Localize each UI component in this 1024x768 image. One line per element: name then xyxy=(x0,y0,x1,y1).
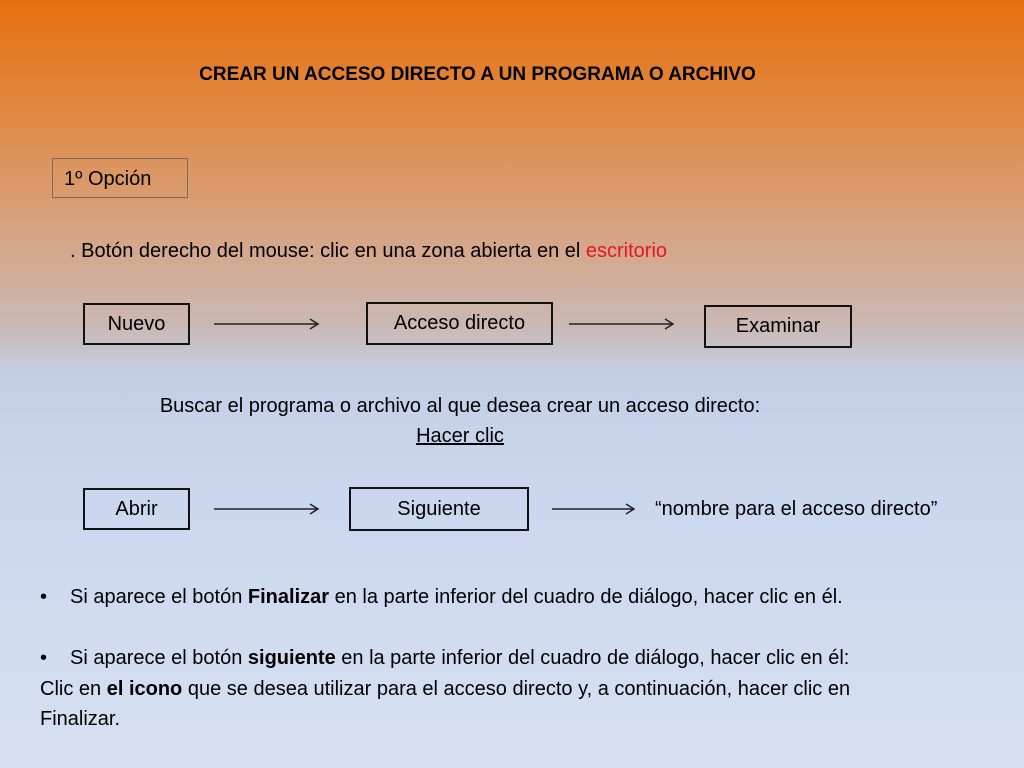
bullet-text: en la parte inferior del cuadro de diálogo, hacer clic en él. xyxy=(329,586,843,608)
bullet-marker: • xyxy=(40,647,48,669)
arrow-right-icon xyxy=(214,318,320,330)
option-label: 1º Opción xyxy=(52,158,188,198)
bullet-text: en la parte inferior del cuadro de diálogo, hacer clic en él: xyxy=(335,647,850,669)
search-instruction: Buscar el programa o archivo al que desea crear un acceso directo: xyxy=(159,395,761,417)
arrow-right-icon xyxy=(552,503,636,515)
abrir-box: Abrir xyxy=(83,488,190,530)
continuation-last-line: Finalizar. xyxy=(40,708,121,730)
step-intro-text: . Botón derecho del mouse: clic en una zona abierta en el xyxy=(70,240,586,262)
siguiente-box: Siguiente xyxy=(349,487,529,531)
continuation-line xyxy=(40,678,850,701)
acceso-directo-box: Acceso directo xyxy=(366,302,553,345)
bullet-siguiente xyxy=(40,647,849,670)
bullet-bold: siguiente xyxy=(247,647,336,669)
step-intro xyxy=(70,240,667,263)
bullet-bold: Finalizar xyxy=(247,586,330,608)
arrow-right-icon xyxy=(569,318,675,330)
shortcut-name-text: “nombre para el acceso directo” xyxy=(655,498,938,520)
arrow-right-icon xyxy=(214,503,320,515)
examinar-box: Examinar xyxy=(704,305,852,348)
continuation-text: Clic en xyxy=(40,678,107,700)
continuation-bold: el icono xyxy=(106,678,183,700)
step-intro-highlight: escritorio xyxy=(585,240,668,262)
bullet-marker: • xyxy=(40,586,48,608)
bullet-text: Si aparece el botón xyxy=(70,647,248,669)
nuevo-box: Nuevo xyxy=(83,303,190,345)
click-text: Hacer clic xyxy=(416,425,504,447)
bullet-text: Si aparece el botón xyxy=(70,586,248,608)
bullet-finalizar xyxy=(40,586,843,609)
page-title: CREAR UN ACCESO DIRECTO A UN PROGRAMA O ARCHIVO xyxy=(199,64,756,85)
continuation-text: que se desea utilizar para el acceso directo y, a continuación, hacer clic en xyxy=(182,678,851,700)
